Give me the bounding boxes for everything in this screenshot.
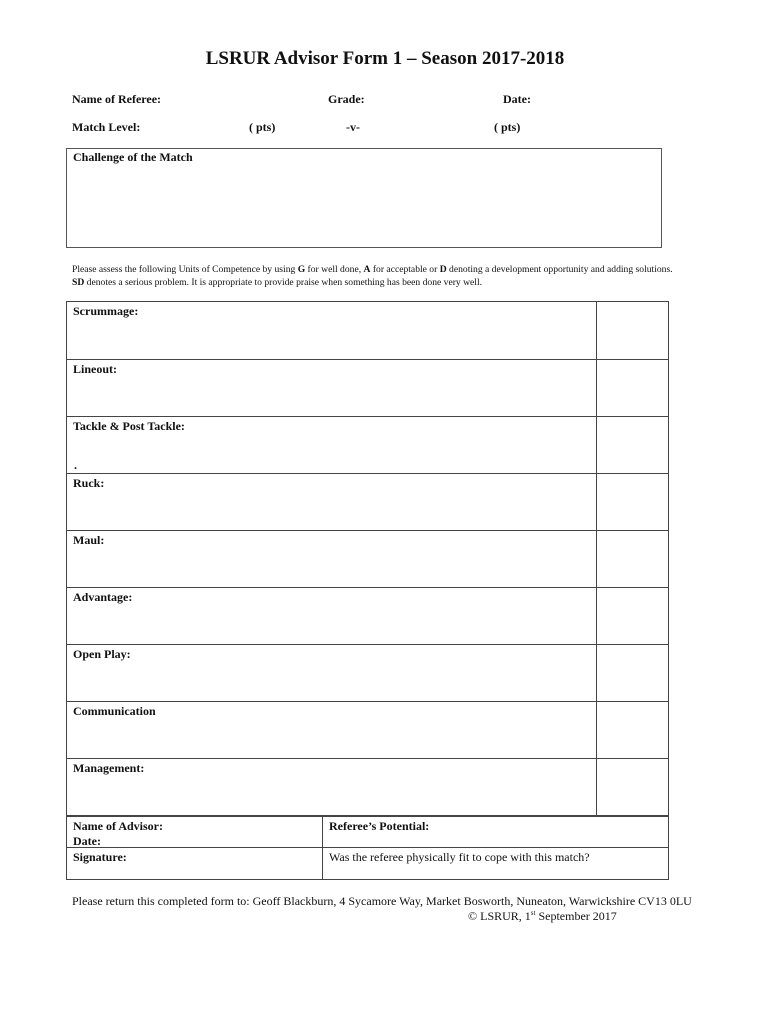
grade-label: Grade: xyxy=(328,92,365,106)
return-address: Please return this completed form to: Geoff Blackburn, 4 Sycamore Way, Market Bosworth, Nuneaton, Warwickshire CV13 0LU xyxy=(72,894,692,908)
challenge-label: Challenge of the Match xyxy=(73,150,193,164)
unit-row-lineout xyxy=(67,359,668,416)
instructions-text: Please assess the following Units of Competence by using G for well done, A for acceptable or D denoting a development opportunity and adding solutions. SD denotes a serious problem. It is appropriate to provide praise when something has been done very well. xyxy=(72,264,673,288)
unit-field-open-play[interactable] xyxy=(67,645,596,701)
signature-row xyxy=(67,847,668,879)
signature-cell[interactable] xyxy=(67,848,323,879)
form-title: LSRUR Advisor Form 1 – Season 2017-2018 xyxy=(205,48,565,69)
unit-field-ruck[interactable] xyxy=(67,474,596,530)
unit-row-ruck xyxy=(67,473,668,530)
unit-grade-scrummage[interactable] xyxy=(596,302,668,359)
challenge-box[interactable] xyxy=(66,148,662,248)
advisor-name-cell[interactable] xyxy=(67,817,323,847)
advisor-table xyxy=(66,816,669,880)
advisor-date-label: Date: xyxy=(73,834,101,848)
signature-label: Signature: xyxy=(73,850,127,864)
home-points-label: ( pts) xyxy=(249,120,276,134)
referee-name-label: Name of Referee: xyxy=(72,92,162,106)
unit-field-lineout[interactable] xyxy=(67,360,596,416)
unit-row-open-play xyxy=(67,644,668,701)
unit-row-management xyxy=(67,758,668,815)
unit-grade-advantage[interactable] xyxy=(596,588,668,644)
versus-label: -v- xyxy=(346,120,360,134)
unit-label: Communication xyxy=(73,704,156,718)
away-points-label: ( pts) xyxy=(494,120,521,134)
unit-grade-maul[interactable] xyxy=(596,531,668,587)
unit-label: Ruck: xyxy=(73,476,105,490)
unit-label: Lineout: xyxy=(73,362,118,376)
stray-dot: . xyxy=(74,458,77,472)
unit-label: Management: xyxy=(73,761,145,775)
unit-row-communication xyxy=(67,701,668,758)
unit-label: Open Play: xyxy=(73,647,131,661)
unit-grade-management[interactable] xyxy=(596,759,668,815)
unit-grade-lineout[interactable] xyxy=(596,360,668,416)
unit-row-tackle xyxy=(67,416,668,473)
unit-field-management[interactable] xyxy=(67,759,596,815)
unit-label: Advantage: xyxy=(73,590,133,604)
unit-row-maul xyxy=(67,530,668,587)
unit-label: Maul: xyxy=(73,533,105,547)
unit-field-communication[interactable] xyxy=(67,702,596,758)
unit-row-scrummage xyxy=(67,302,668,359)
unit-field-advantage[interactable] xyxy=(67,588,596,644)
advisor-row xyxy=(67,817,668,847)
referee-potential-cell[interactable] xyxy=(323,817,668,847)
unit-grade-communication[interactable] xyxy=(596,702,668,758)
unit-grade-open-play[interactable] xyxy=(596,645,668,701)
unit-label: Scrummage: xyxy=(73,304,139,318)
match-level-label: Match Level: xyxy=(72,120,141,134)
unit-field-tackle[interactable] xyxy=(67,417,596,473)
unit-row-advantage xyxy=(67,587,668,644)
unit-field-maul[interactable] xyxy=(67,531,596,587)
units-of-competence-table xyxy=(66,301,669,816)
fitness-question: Was the referee physically fit to cope with this match? xyxy=(329,850,590,864)
unit-grade-ruck[interactable] xyxy=(596,474,668,530)
advisor-name-label: Name of Advisor: xyxy=(73,819,163,833)
date-label: Date: xyxy=(503,92,531,106)
copyright-notice: © LSRUR, 1st September 2017 xyxy=(468,909,617,923)
unit-label: Tackle & Post Tackle: xyxy=(73,419,185,433)
fitness-cell[interactable] xyxy=(323,848,668,879)
unit-grade-tackle[interactable] xyxy=(596,417,668,473)
referee-potential-label: Referee’s Potential: xyxy=(329,819,430,833)
unit-field-scrummage[interactable] xyxy=(67,302,596,359)
